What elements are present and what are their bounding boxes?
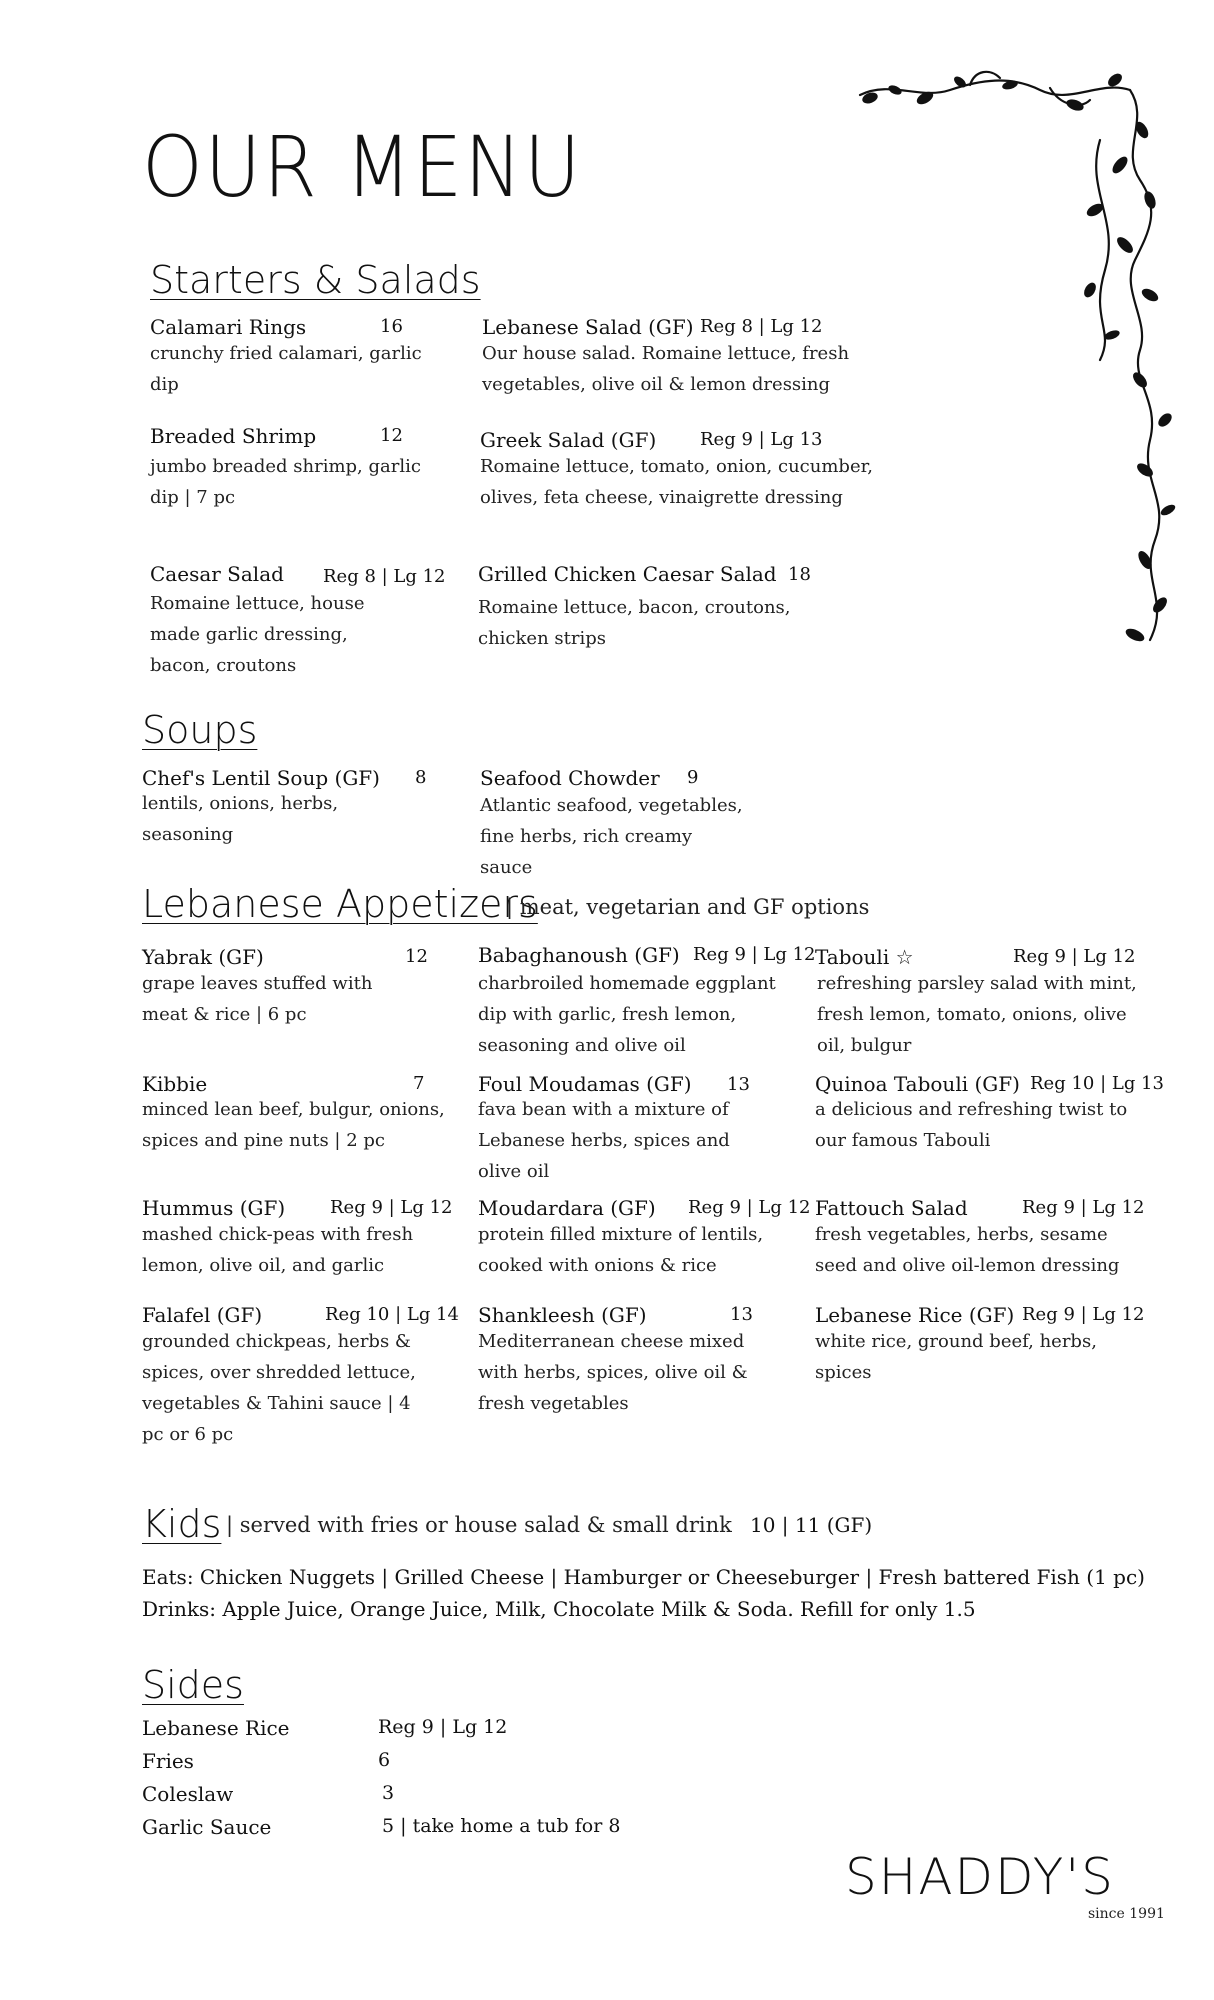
item-description: white rice, ground beef, herbs, spices — [815, 1331, 1097, 1383]
side-price: 5 | take home a tub for 8 — [382, 1815, 621, 1837]
item-price: Reg 9 | Lg 12 — [1022, 1197, 1145, 1218]
item-name: Caesar Salad — [150, 562, 284, 586]
item-description: fava bean with a mixture of Lebanese herbs, spices and olive oil — [478, 1099, 730, 1182]
item-description: minced lean beef, bulgur, onions, spices and pine nuts | 2 pc — [142, 1099, 445, 1151]
kids-price: 10 | 11 (GF) — [750, 1513, 873, 1537]
side-name: Lebanese Rice — [142, 1716, 290, 1740]
item-description: Our house salad. Romaine lettuce, fresh vegetables, olive oil & lemon dressing — [482, 343, 850, 395]
item-name: Lebanese Rice (GF) — [815, 1303, 1015, 1327]
item-name: Calamari Rings — [150, 315, 307, 339]
item-name: Quinoa Tabouli (GF) — [815, 1072, 1020, 1096]
item-price: Reg 9 | Lg 12 — [693, 944, 816, 965]
item-price: 9 — [687, 767, 699, 788]
item-price: Reg 9 | Lg 13 — [700, 429, 823, 450]
item-name: Moudardara (GF) — [478, 1196, 656, 1220]
item-description: Atlantic seafood, vegetables, fine herbs, rich creamy sauce — [480, 795, 743, 878]
item-name: Tabouli ☆ — [815, 945, 914, 969]
section-heading-soups: Soups — [142, 708, 258, 752]
side-name: Fries — [142, 1749, 194, 1773]
section-note: | meat, vegetarian and GF options — [506, 895, 870, 919]
section-heading-kids: Kids — [142, 1502, 222, 1546]
item-price: 8 — [415, 767, 427, 788]
item-price: 7 — [413, 1073, 425, 1094]
item-description: a delicious and refreshing twist to our famous Tabouli — [815, 1099, 1128, 1151]
kids-drinks: Drinks: Apple Juice, Orange Juice, Milk, Chocolate Milk & Soda. Refill for only 1.5 — [142, 1597, 976, 1621]
item-price: Reg 9 | Lg 12 — [688, 1197, 811, 1218]
kids-eats: Eats: Chicken Nuggets | Grilled Cheese | Hamburger or Cheeseburger | Fresh battered Fish (1 pc) — [142, 1565, 1145, 1589]
item-name: Seafood Chowder — [480, 766, 660, 790]
item-name: Shankleesh (GF) — [478, 1303, 647, 1327]
item-description: jumbo breaded shrimp, garlic dip | 7 pc — [150, 456, 421, 508]
item-name: Grilled Chicken Caesar Salad — [478, 562, 777, 586]
section-note: | served with fries or house salad & small drink — [226, 1513, 732, 1537]
item-description: Romaine lettuce, tomato, onion, cucumber, olives, feta cheese, vinaigrette dressing — [480, 456, 873, 508]
item-price: 18 — [788, 564, 811, 585]
brand-since: since 1991 — [1088, 1906, 1165, 1922]
side-price: 3 — [382, 1782, 395, 1804]
item-name: Foul Moudamas (GF) — [478, 1072, 692, 1096]
item-price: Reg 10 | Lg 13 — [1030, 1073, 1164, 1094]
item-price: Reg 9 | Lg 12 — [330, 1197, 453, 1218]
item-price: Reg 9 | Lg 12 — [1013, 946, 1136, 967]
item-description: Romaine lettuce, house made garlic dressing, bacon, croutons — [150, 593, 365, 676]
item-price: 13 — [730, 1304, 753, 1325]
item-price: 13 — [727, 1074, 750, 1095]
side-price: Reg 9 | Lg 12 — [378, 1716, 508, 1738]
item-price: 16 — [380, 316, 403, 337]
section-heading-sides: Sides — [142, 1663, 244, 1707]
item-description: grape leaves stuffed with meat & rice | 6 pc — [142, 973, 373, 1025]
item-price: Reg 8 | Lg 12 — [323, 566, 446, 587]
item-price: 12 — [405, 946, 428, 967]
side-price: 6 — [378, 1749, 391, 1771]
item-name: Babaghanoush (GF) — [478, 943, 680, 967]
section-heading-appetizers: Lebanese Appetizers — [142, 882, 538, 926]
item-name: Fattouch Salad — [815, 1196, 968, 1220]
vine-ornament-icon — [850, 60, 1180, 660]
item-name: Kibbie — [142, 1072, 208, 1096]
item-price: 12 — [380, 425, 403, 446]
item-description: fresh vegetables, herbs, sesame seed and olive oil-lemon dressing — [815, 1224, 1120, 1276]
item-name: Breaded Shrimp — [150, 424, 317, 448]
item-description: charbroiled homemade eggplant dip with garlic, fresh lemon, seasoning and olive oil — [478, 973, 776, 1056]
item-name: Falafel (GF) — [142, 1303, 263, 1327]
item-price: Reg 10 | Lg 14 — [325, 1304, 459, 1325]
item-name: Greek Salad (GF) — [480, 428, 657, 452]
item-name: Lebanese Salad (GF) — [482, 315, 694, 339]
item-price: Reg 9 | Lg 12 — [1022, 1304, 1145, 1325]
item-description: refreshing parsley salad with mint, fresh lemon, tomato, onions, olive oil, bulgur — [817, 973, 1137, 1056]
item-description: mashed chick-peas with fresh lemon, olive oil, and garlic — [142, 1224, 414, 1276]
item-description: crunchy fried calamari, garlic dip — [150, 343, 422, 395]
item-name: Chef's Lentil Soup (GF) — [142, 766, 380, 790]
page-title: OUR MENU — [142, 118, 583, 216]
side-name: Coleslaw — [142, 1782, 234, 1806]
side-name: Garlic Sauce — [142, 1815, 272, 1839]
item-name: Hummus (GF) — [142, 1196, 286, 1220]
item-description: lentils, onions, herbs, seasoning — [142, 793, 339, 845]
item-description: Romaine lettuce, bacon, croutons, chicken strips — [478, 597, 791, 649]
item-description: grounded chickpeas, herbs & spices, over shredded lettuce, vegetables & Tahini sauce | 4 pc or 6 pc — [142, 1331, 416, 1445]
item-name: Yabrak (GF) — [142, 945, 264, 969]
brand-logo: SHADDY'S — [845, 1848, 1115, 1906]
item-description: protein filled mixture of lentils, cooked with onions & rice — [478, 1224, 764, 1276]
item-price: Reg 8 | Lg 12 — [700, 316, 823, 337]
item-description: Mediterranean cheese mixed with herbs, spices, olive oil & fresh vegetables — [478, 1331, 748, 1414]
section-heading-starters: Starters & Salads — [150, 258, 481, 302]
